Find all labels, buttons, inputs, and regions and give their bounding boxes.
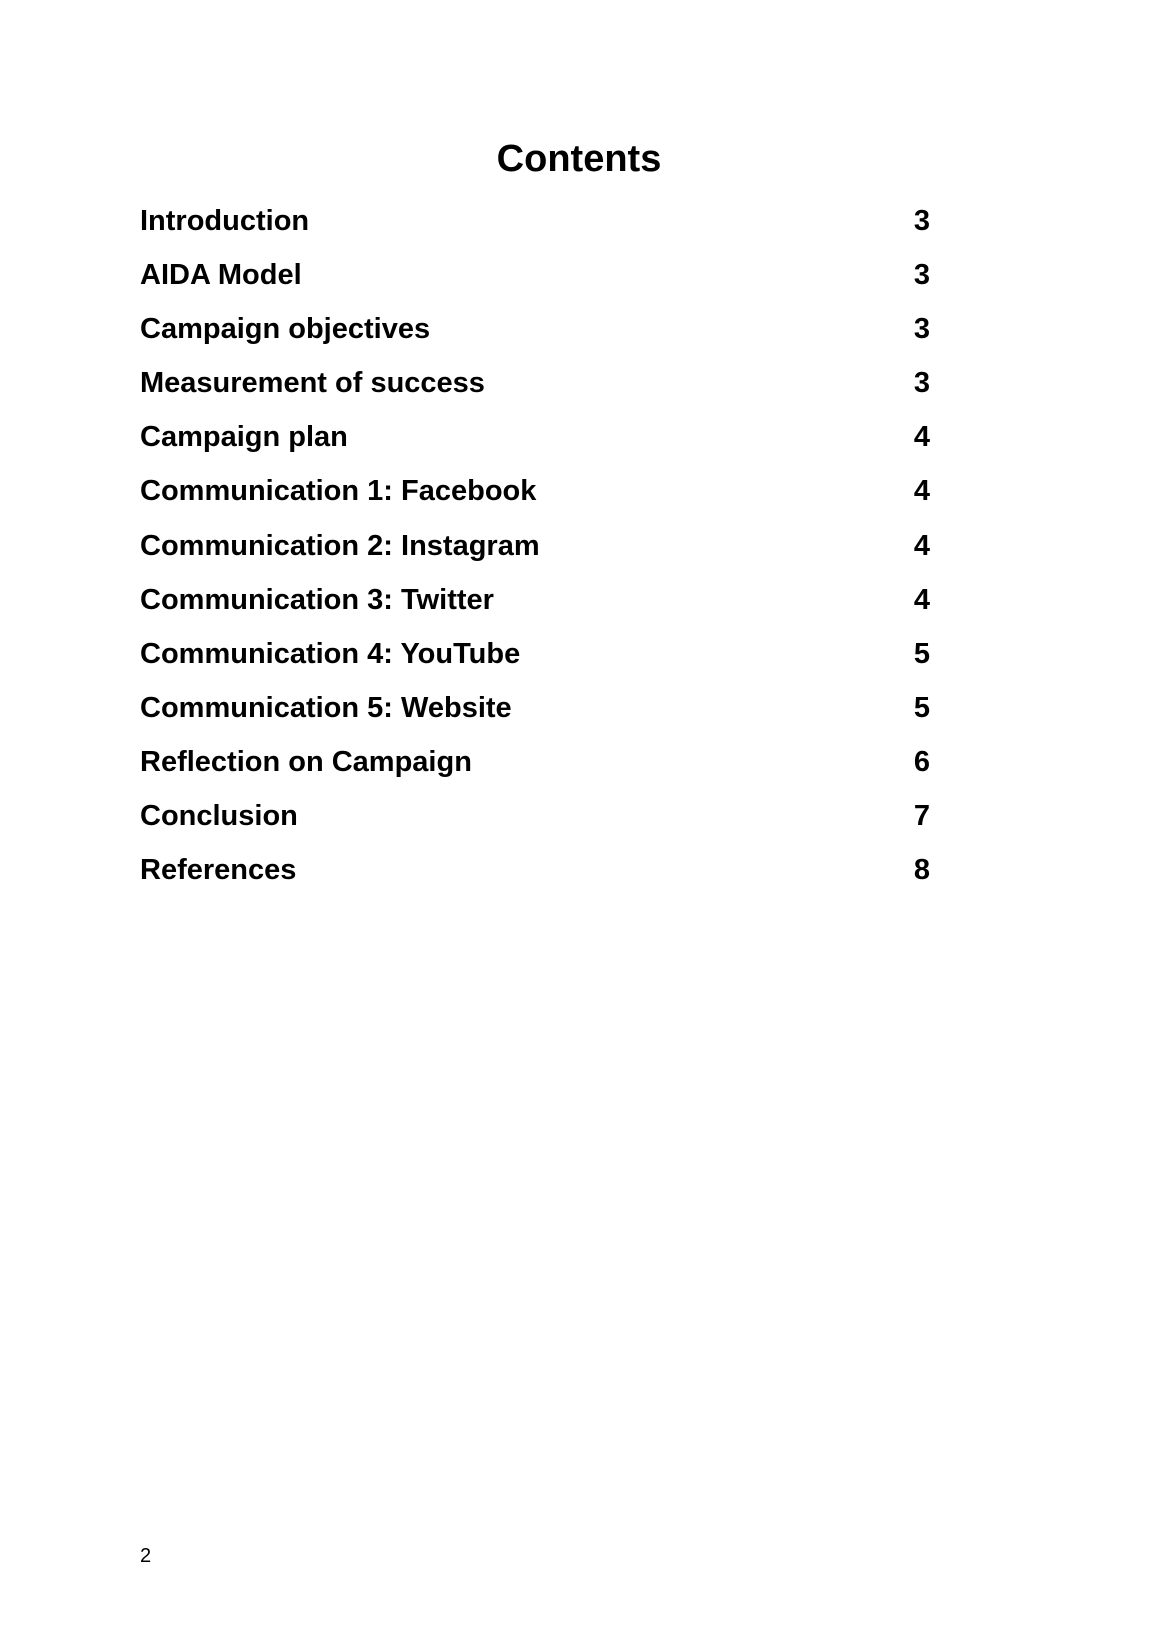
toc-entry-label[interactable]: Campaign objectives (140, 313, 431, 346)
toc-entry-label[interactable]: Communication 5: Website (140, 691, 512, 724)
toc-entry-page: 3 (913, 259, 930, 292)
toc-entry[interactable] (140, 854, 930, 908)
toc-entry[interactable] (140, 800, 930, 854)
toc-entry-label[interactable]: Communication 1: Facebook (140, 475, 537, 508)
toc-entry-page: 5 (913, 691, 930, 724)
toc-entry[interactable] (140, 530, 930, 584)
toc-entry[interactable] (140, 313, 930, 367)
toc-entry-label[interactable]: AIDA Model (140, 259, 302, 292)
toc-entry-page: 5 (913, 637, 930, 670)
toc-entry[interactable] (140, 475, 930, 529)
page-title: Contents (496, 138, 662, 180)
toc-entry-page: 4 (913, 475, 930, 508)
toc-entry[interactable] (140, 638, 930, 692)
toc-entry-page: 6 (913, 745, 930, 778)
toc-entry[interactable] (140, 259, 930, 313)
toc-entry[interactable] (140, 746, 930, 800)
toc-entry-page: 3 (913, 367, 930, 400)
table-of-contents (140, 205, 930, 908)
toc-entry-label[interactable]: Campaign plan (140, 421, 348, 454)
toc-entry-page: 4 (913, 421, 930, 454)
toc-entry-label[interactable]: Introduction (140, 205, 310, 237)
toc-entry-page: 3 (913, 205, 930, 237)
toc-entry-page: 8 (913, 854, 930, 887)
toc-entry[interactable] (140, 367, 930, 421)
toc-entry[interactable] (140, 584, 930, 638)
toc-entry-label[interactable]: Communication 4: YouTube (140, 637, 521, 670)
toc-entry[interactable] (140, 421, 930, 475)
page-number: 2 (140, 1545, 152, 1567)
toc-entry-page: 4 (913, 583, 930, 616)
toc-entry-label[interactable]: Communication 2: Instagram (140, 529, 540, 562)
toc-entry-page: 3 (913, 313, 930, 346)
toc-entry-label[interactable]: References (140, 854, 297, 887)
toc-entry-label[interactable]: Measurement of success (140, 367, 485, 400)
toc-entry-page: 4 (913, 529, 930, 562)
toc-entry-page: 7 (913, 800, 930, 833)
toc-entry-label[interactable]: Reflection on Campaign (140, 745, 472, 778)
toc-entry-label[interactable]: Conclusion (140, 800, 298, 833)
toc-entry[interactable] (140, 205, 930, 259)
toc-entry-label[interactable]: Communication 3: Twitter (140, 583, 494, 616)
toc-entry[interactable] (140, 692, 930, 746)
